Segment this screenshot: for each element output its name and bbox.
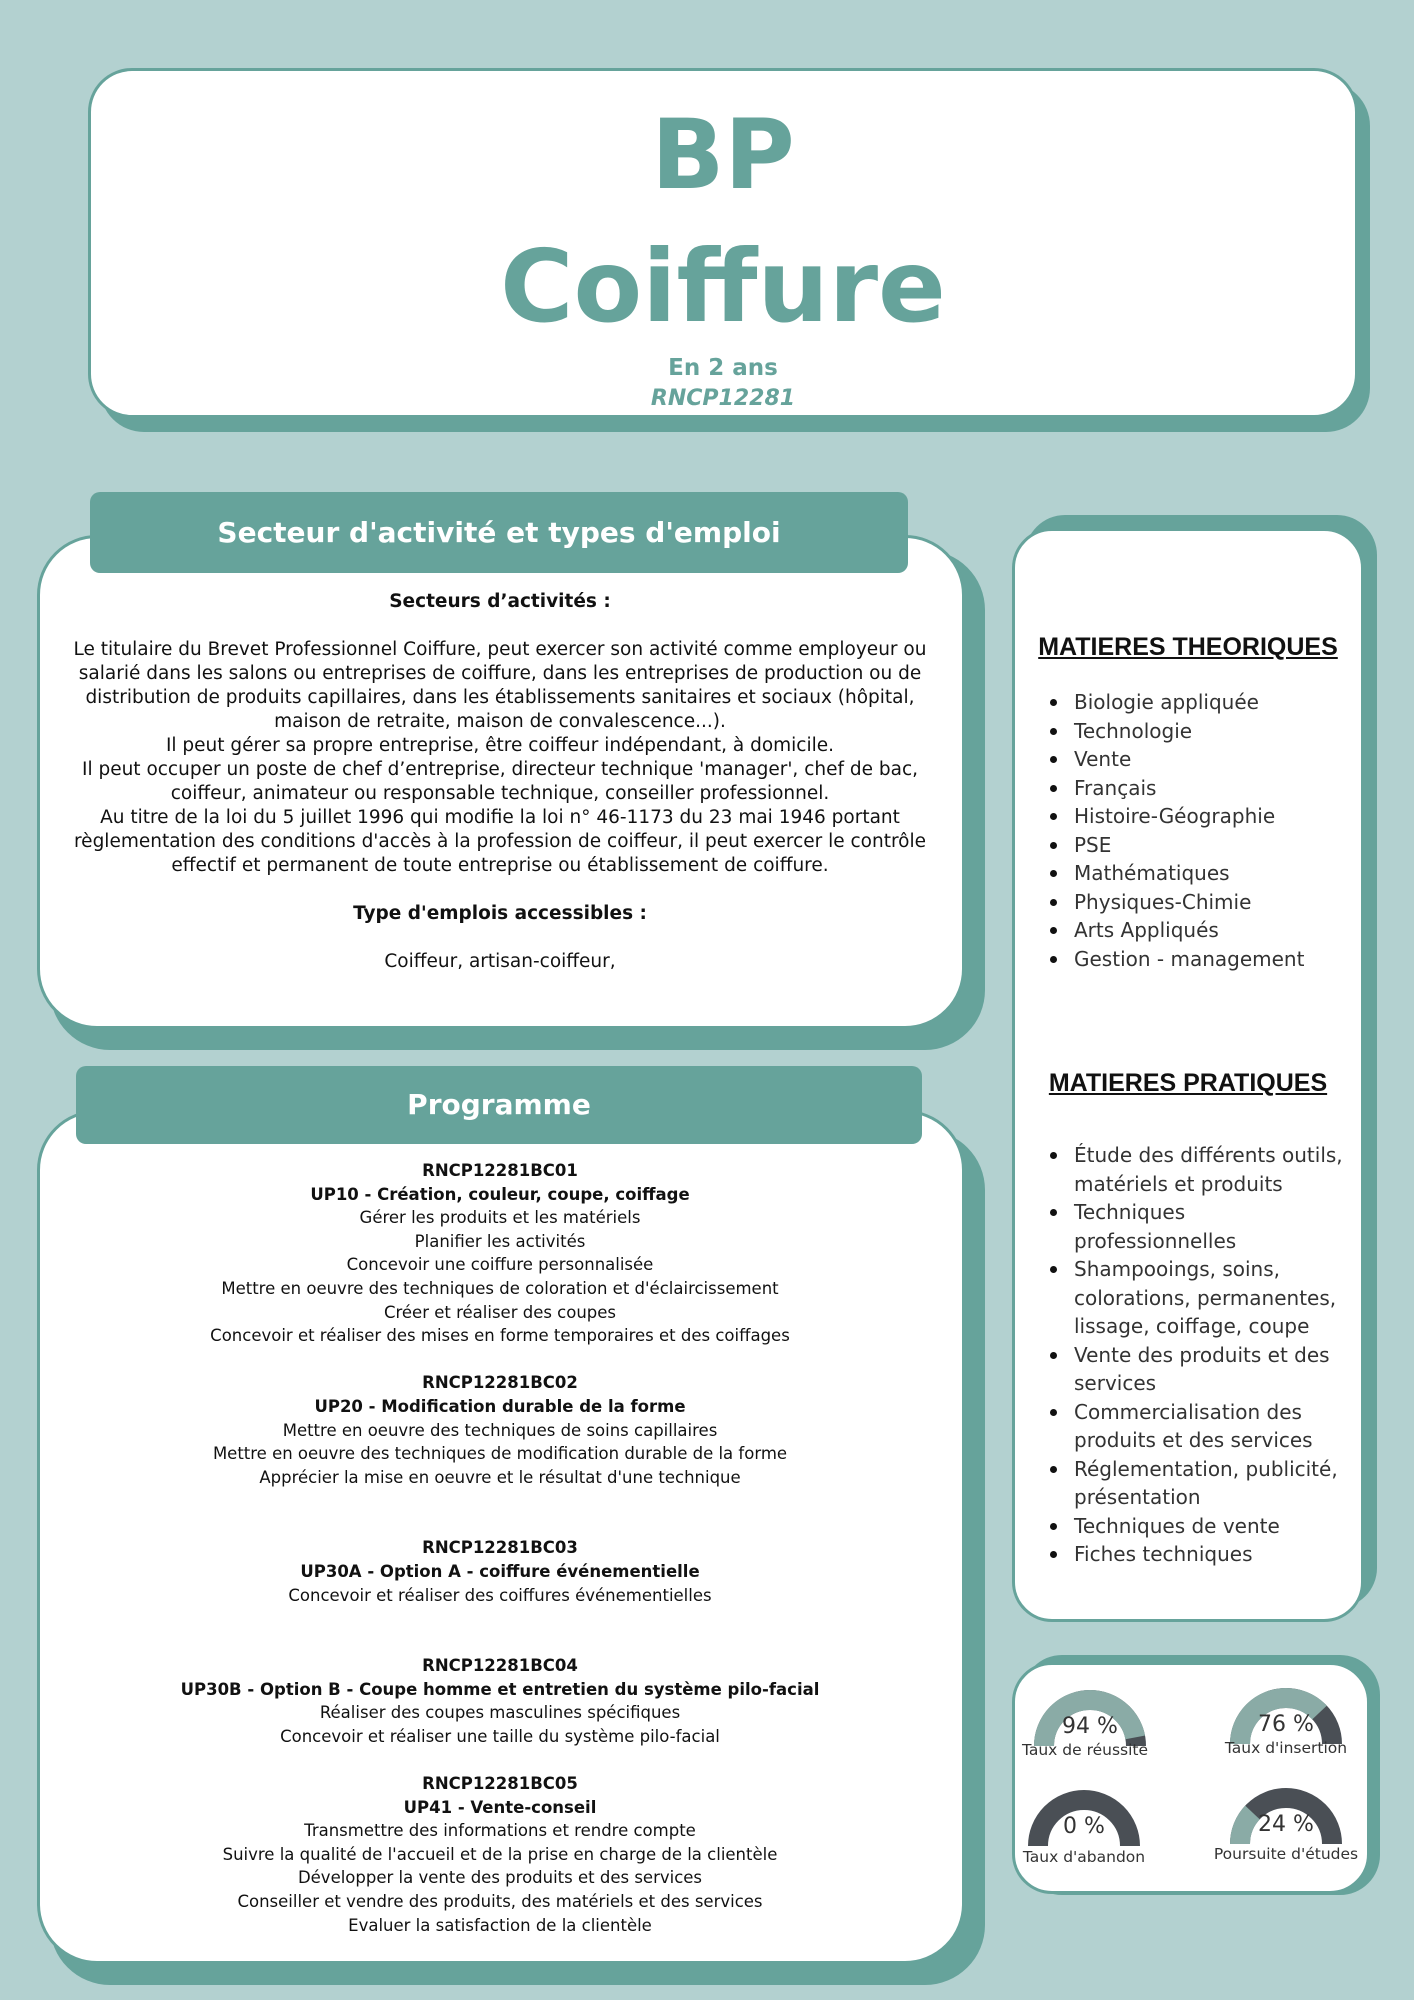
sector-paragraph: Au titre de la loi du 5 juillet 1996 qui modifie la loi n° 46-1173 du 23 mai 1946 portant règlementation des conditions d'accès à la profession de coiffeur, il peut exercer le contrôle effectif et permanent de toute entreprise ou établissement de coiffure. <box>73 807 927 876</box>
theory-item: Physiques-Chimie <box>1074 888 1352 917</box>
practice-item: Shampooings, soins, colorations, permanentes, lissage, coiffage, coupe <box>1074 1255 1352 1341</box>
practice-item: Vente des produits et des services <box>1074 1341 1352 1398</box>
block-item: Mettre en oeuvre des techniques de modification durable de la forme <box>212 1444 788 1464</box>
block-unit: UP30B - Option B - Coupe homme et entretien du système pilo-facial <box>180 1679 820 1699</box>
sector-body <box>52 590 948 974</box>
theory-item: Arts Appliqués <box>1074 916 1352 945</box>
sector-title: Secteur d'activité et types d'emploi <box>217 516 781 549</box>
sector-paragraph: Il peut gérer sa propre entreprise, être coiffeur indépendant, à domicile. <box>165 735 835 756</box>
block-item: Mettre en oeuvre des techniques de soins capillaires <box>282 1420 718 1440</box>
theory-item: Gestion - management <box>1074 945 1352 974</box>
sector-paragraph: Il peut occuper un poste de chef d’entreprise, directeur technique 'manager', chef de bac, coiffeur, animateur ou responsable technique, conseiller professionnel. <box>81 759 919 804</box>
gauge-label-insertion: Taux d'insertion <box>1224 1739 1348 1757</box>
theory-heading: MATIERES THEORIQUES <box>1038 633 1338 661</box>
block-item: Suivre la qualité de l'accueil et de la prise en charge de la clientèle <box>222 1844 778 1864</box>
theory-item: Français <box>1074 774 1352 803</box>
programme-block <box>52 1654 948 1748</box>
theory-item: Technologie <box>1074 717 1352 746</box>
programme-block <box>52 1159 948 1348</box>
practice-item: Techniques professionnelles <box>1074 1198 1352 1255</box>
theory-item: Mathématiques <box>1074 859 1352 888</box>
block-unit: UP20 - Modification durable de la forme <box>314 1396 686 1416</box>
block-code: RNCP12281BC05 <box>422 1774 578 1794</box>
sectors-heading: Secteurs d’activités : <box>389 591 611 612</box>
title-line-2: Coiffure <box>500 228 946 345</box>
jobs-text: Coiffeur, artisan-coiffeur, <box>384 951 616 972</box>
practice-heading: MATIERES PRATIQUES <box>1048 1069 1328 1097</box>
gauge-value-further-studies: 24 % <box>1258 1812 1314 1837</box>
block-item: Apprécier la mise en oeuvre et le résultat d'une technique <box>259 1467 741 1487</box>
block-unit: UP41 - Vente-conseil <box>403 1797 597 1817</box>
practice-item: Techniques de vente <box>1074 1512 1352 1541</box>
programme-title: Programme <box>407 1088 591 1121</box>
block-code: RNCP12281BC04 <box>422 1656 578 1676</box>
block-item: Réaliser des coupes masculines spécifiques <box>319 1703 681 1723</box>
block-item: Concevoir et réaliser des coiffures événementielles <box>288 1585 712 1605</box>
practice-item: Commercialisation des produits et des services <box>1074 1398 1352 1455</box>
theory-item: Histoire-Géographie <box>1074 802 1352 831</box>
block-item: Développer la vente des produits et des services <box>297 1868 703 1888</box>
gauge-label-further-studies: Poursuite d'études <box>1213 1845 1359 1863</box>
block-unit: UP30A - Option A - coiffure événementielle <box>300 1561 700 1581</box>
rncp-code: RNCP12281 <box>650 386 796 411</box>
practice-list <box>1040 1141 1352 1569</box>
practice-item: Étude des différents outils, matériels et produits <box>1074 1141 1352 1198</box>
jobs-heading: Type d'emplois accessibles : <box>353 903 647 924</box>
block-item: Gérer les produits et les matériels <box>359 1208 641 1228</box>
theory-item: PSE <box>1074 831 1352 860</box>
theory-list <box>1040 688 1352 973</box>
gauge-label-success: Taux de réussite <box>1021 1741 1149 1759</box>
block-item: Concevoir et réaliser des mises en forme temporaires et des coiffages <box>210 1326 790 1346</box>
block-item: Planifier les activités <box>414 1231 586 1251</box>
theory-item: Vente <box>1074 745 1352 774</box>
gauge-value-insertion: 76 % <box>1258 1712 1314 1737</box>
block-item: Conseiller et vendre des produits, des matériels et des services <box>237 1892 763 1912</box>
duration-text: En 2 ans <box>668 355 778 381</box>
header-card <box>88 68 1358 418</box>
block-unit: UP10 - Création, couleur, coupe, coiffage <box>310 1184 690 1204</box>
block-item: Concevoir une coiffure personnalisée <box>346 1255 654 1275</box>
block-code: RNCP12281BC02 <box>422 1373 578 1393</box>
title-line-1: BP <box>651 99 795 211</box>
block-code: RNCP12281BC03 <box>422 1538 578 1558</box>
block-item: Créer et réaliser des coupes <box>383 1302 617 1322</box>
gauge-label-dropout: Taux d'abandon <box>1022 1848 1146 1866</box>
block-item: Transmettre des informations et rendre compte <box>304 1821 696 1841</box>
practice-item: Fiches techniques <box>1074 1540 1352 1569</box>
block-item: Evaluer la satisfaction de la clientèle <box>348 1915 652 1935</box>
programme-body <box>52 1159 948 1937</box>
block-code: RNCP12281BC01 <box>422 1161 578 1180</box>
sector-paragraph: Le titulaire du Brevet Professionnel Coiffure, peut exercer son activité comme employeur ou salarié dans les salons ou entreprises de coiffure, dans les entreprises de production ou de distribution de produits capillaires, dans les établissements sanitaires et sociaux (hôpital, maison de retraite, maison de convalescence...). <box>73 639 927 732</box>
programme-block <box>52 1772 948 1937</box>
gauge-value-success: 94 % <box>1062 1714 1118 1739</box>
block-item: Concevoir et réaliser une taille du système pilo-facial <box>280 1726 720 1746</box>
gauge-value-dropout: 0 % <box>1063 1814 1105 1839</box>
practice-item: Réglementation, publicité, présentation <box>1074 1455 1352 1512</box>
block-item: Mettre en oeuvre des techniques de coloration et d'éclaircissement <box>221 1278 779 1298</box>
theory-item: Biologie appliquée <box>1074 688 1352 717</box>
programme-block <box>52 1536 948 1607</box>
programme-block <box>52 1371 948 1489</box>
